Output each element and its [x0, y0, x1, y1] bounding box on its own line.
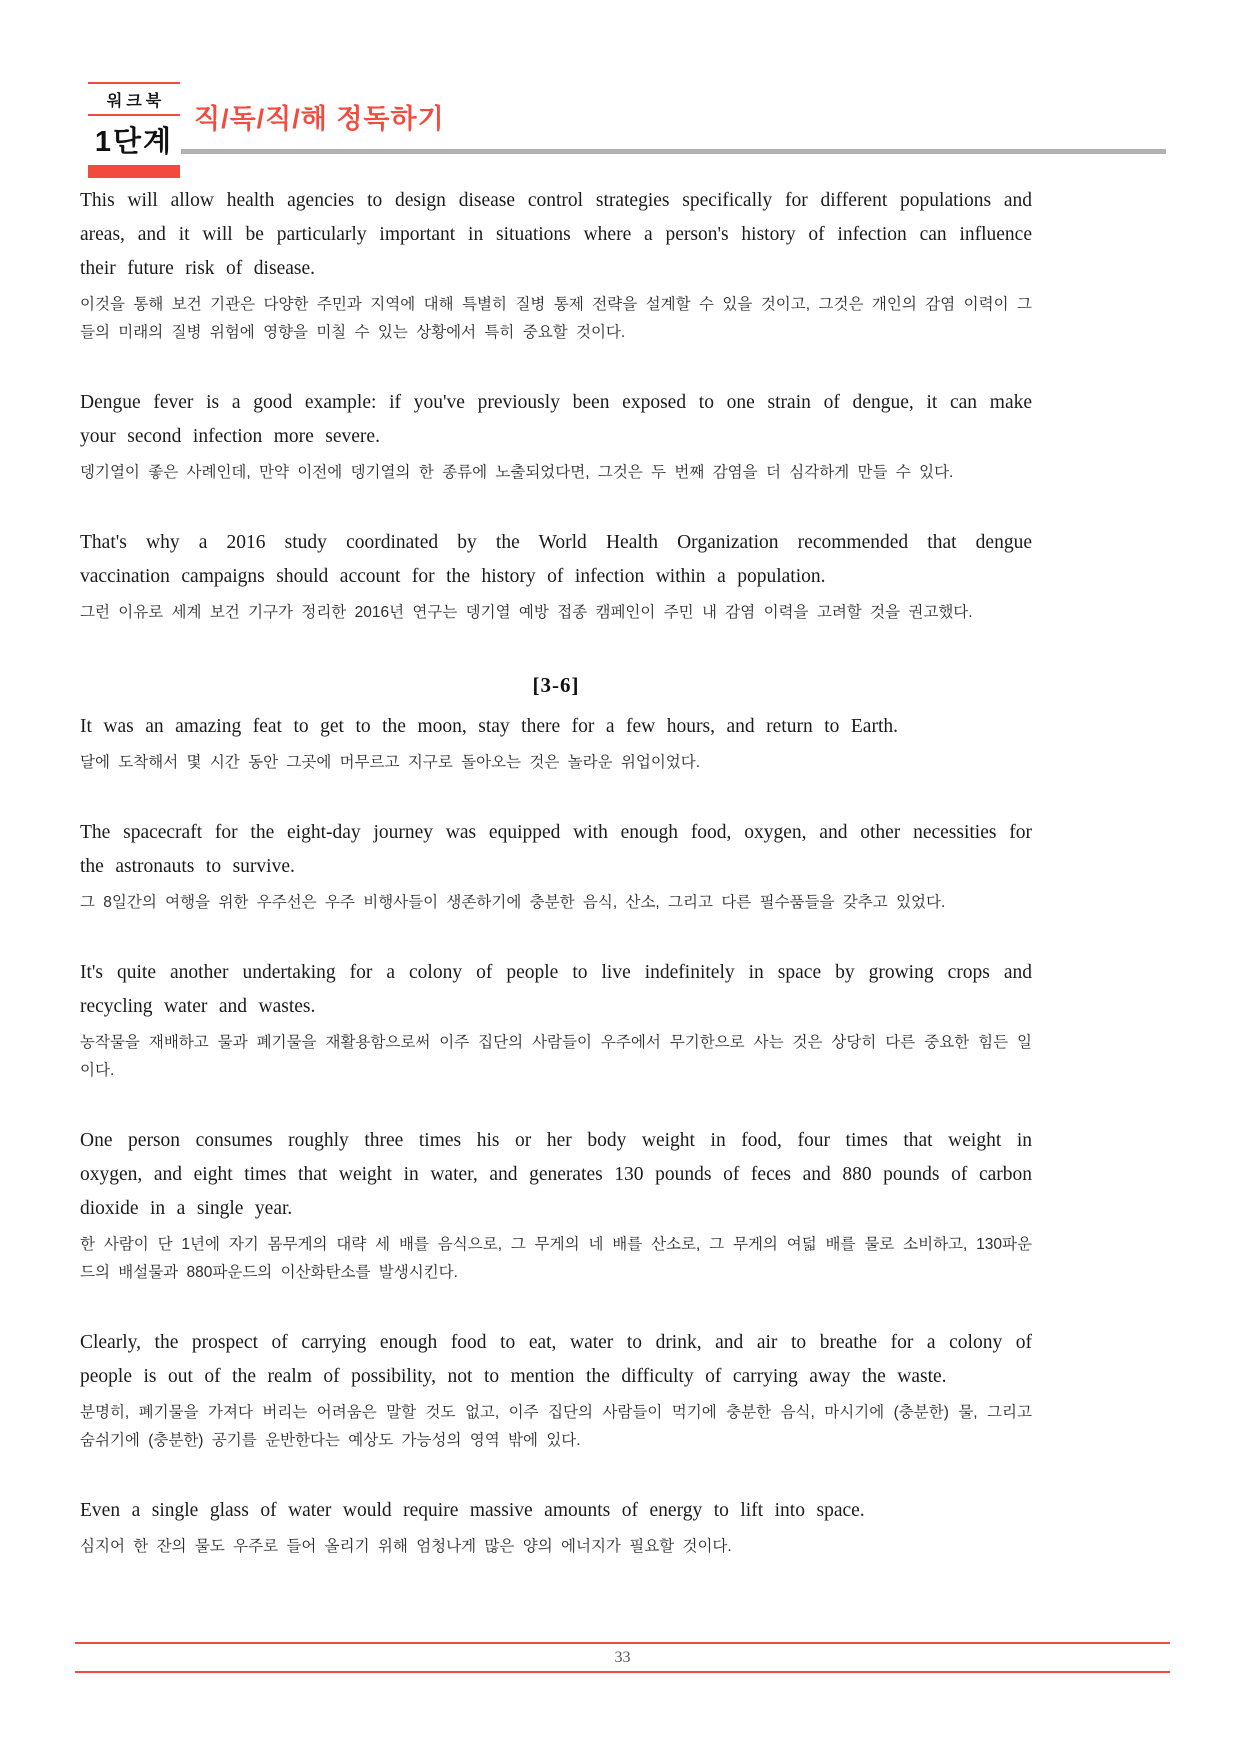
- stage-box-accent-bar: [88, 165, 180, 178]
- korean-translation: 한 사람이 단 1년에 자기 몸무게의 대략 세 배를 음식으로, 그 무게의 네 배를 산소로, 그 무게의 여덟 배를 물로 소비하고, 130파운드의 배설물과 880파운드의 이산화탄소를 발생시킨다.: [80, 1236, 1032, 1281]
- english-sentence: That's why a 2016 study coordinated by the World Health Organization recommended that dengue vaccination campaigns should account for the history of infection within a population.: [80, 532, 1032, 587]
- english-sentence: Clearly, the prospect of carrying enough food to eat, water to drink, and air to breathe for a colony of people is out of the realm of possibility, not to mention the difficulty of carrying away the waste.: [80, 1332, 1032, 1387]
- page-title: 직/독/직/해 정독하기: [194, 104, 445, 134]
- sentence-block: [80, 816, 1032, 917]
- reading-content: [80, 184, 1032, 1600]
- sentence-block: [80, 710, 1032, 777]
- sentence-block: [80, 1326, 1032, 1455]
- korean-translation: 이것을 통해 보건 기관은 다양한 주민과 지역에 대해 특별히 질병 통제 전략을 설계할 수 있을 것이고, 그것은 개인의 감염 이력이 그들의 미래의 질병 위험에 영향을 미칠 수 있는 상황에서 특히 중요할 것이다.: [80, 296, 1032, 341]
- stage-box: [88, 82, 180, 178]
- korean-translation: 그런 이유로 세계 보건 기구가 정리한 2016년 연구는 뎅기열 예방 접종 캠페인이 주민 내 감염 이력을 고려할 것을 권고했다.: [80, 604, 973, 621]
- korean-translation: 농작물을 재배하고 물과 폐기물을 재활용함으로써 이주 집단의 사람들이 우주에서 무기한으로 사는 것은 상당히 다른 중요한 힘든 일이다.: [80, 1034, 1032, 1079]
- sentence-block: [80, 1494, 1032, 1561]
- sentence-block: [80, 386, 1032, 487]
- english-sentence: Even a single glass of water would require massive amounts of energy to lift into space.: [80, 1500, 865, 1521]
- english-sentence: The spacecraft for the eight-day journey was equipped with enough food, oxygen, and other necessities for the astronauts to survive.: [80, 822, 1032, 877]
- korean-translation: 뎅기열이 좋은 사례인데, 만약 이전에 뎅기열의 한 종류에 노출되었다면, 그것은 두 번째 감염을 더 심각하게 만들 수 있다.: [80, 464, 954, 481]
- english-sentence: This will allow health agencies to design disease control strategies specifically for different populations and areas, and it will be particularly important in situations where a person's history of infection can influence their future risk of disease.: [80, 190, 1032, 279]
- sentence-block: [80, 526, 1032, 627]
- sentence-block: [80, 184, 1032, 347]
- page-footer: [75, 1642, 1170, 1673]
- korean-translation: 달에 도착해서 몇 시간 동안 그곳에 머무르고 지구로 돌아오는 것은 놀라운 위업이었다.: [80, 754, 701, 771]
- english-sentence: It was an amazing feat to get to the moon, stay there for a few hours, and return to Earth.: [80, 716, 898, 737]
- footer-bottom-rule: [75, 1671, 1170, 1673]
- section-number-heading: [3-6]: [532, 673, 580, 697]
- korean-translation: 분명히, 폐기물을 가져다 버리는 어려움은 말할 것도 없고, 이주 집단의 사람들이 먹기에 충분한 음식, 마시기에 (충분한) 물, 그리고 숨쉬기에 (충분한) 공기를 운반한다는 예상도 가능성의 영역 밖에 있다.: [80, 1404, 1032, 1449]
- stage-label: 1단계: [94, 126, 174, 158]
- workbook-label: 워크북: [106, 93, 166, 110]
- english-sentence: One person consumes roughly three times his or her body weight in food, four times that weight in oxygen, and eight times that weight in water, and generates 130 pounds of feces and 880 pounds of carbon dioxide in a single year.: [80, 1130, 1032, 1219]
- english-sentence: Dengue fever is a good example: if you've previously been exposed to one strain of dengue, it can make your second infection more severe.: [80, 392, 1032, 447]
- korean-translation: 심지어 한 잔의 물도 우주로 들어 올리기 위해 엄청나게 많은 양의 에너지가 필요할 것이다.: [80, 1538, 732, 1555]
- page-number: 33: [614, 1649, 631, 1666]
- sentence-block-list: [80, 184, 1032, 1561]
- english-sentence: It's quite another undertaking for a colony of people to live indefinitely in space by growing crops and recycling water and wastes.: [80, 962, 1032, 1017]
- sentence-block: [80, 1124, 1032, 1287]
- korean-translation: 그 8일간의 여행을 위한 우주선은 우주 비행사들이 생존하기에 충분한 음식, 산소, 그리고 다른 필수품들을 갖추고 있었다.: [80, 894, 946, 911]
- sentence-block: [80, 956, 1032, 1085]
- header-divider-rule: [181, 149, 1166, 154]
